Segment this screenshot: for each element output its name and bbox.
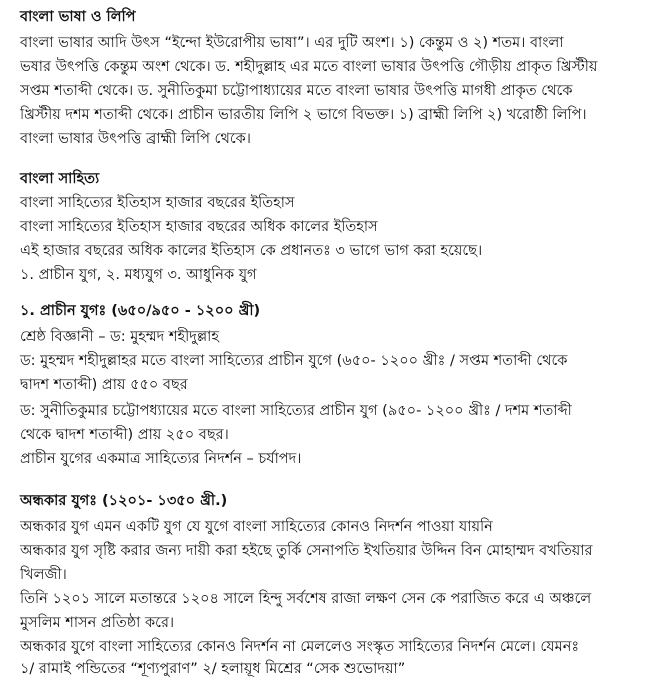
paragraph-line: এই হাজার বছরের অধিক কালের ইতিহাস কে প্রধানতঃ ৩ ভাগে ভাগ করা হয়েছে।: [20, 243, 483, 259]
section-heading-bangla-literature: বাংলা সাহিত্য: [20, 171, 100, 187]
section-heading-dark-age: অন্ধকার যুগঃ (১২০১- ১৩৫০ খ্রী.): [20, 493, 228, 509]
paragraph-line: বাংলা সাহিত্যের ইতিহাস হাজার বছরের ইতিহাস: [20, 195, 295, 211]
paragraph-line: ড: মুহম্মদ শহীদুল্লাহর মতে বাংলা সাহিত্যের প্রাচীন যুগে (৬৫০- ১২০০ খ্রীঃ / সপ্তম শতাব্দী থেকে: [20, 353, 568, 369]
section-heading-ancient-era: ১. প্রাচীন যুগঃ (৬৫০/৯৫০ - ১২০০ খ্রী): [20, 303, 261, 319]
paragraph-line: তিনি ১২০১ সালে মতান্তরে ১২০৪ সালে হিন্দু সর্বশেষ রাজা লক্ষণ সেন কে পরাজিত করে এ অঞ্চলে: [20, 591, 592, 607]
paragraph-line: বাংলা সাহিত্যের ইতিহাস হাজার বছরের অধিক কালের ইতিহাস: [20, 219, 378, 235]
paragraph-line: প্রাচীন যুগের একমাত্র সাহিত্যের নিদর্শন – চর্যাপদ।: [20, 451, 302, 467]
paragraph-line: শ্রেষ্ঠ বিজ্ঞানী – ড: মুহম্মদ শহীদুল্লাহ: [20, 329, 219, 345]
paragraph-line: অন্ধকার যুগে বাংলা সাহিত্যের কোনও নিদর্শন না মেললেও সংস্কৃত সাহিত্যের নিদর্শন মেলে। যেমনঃ: [20, 639, 580, 655]
paragraph-line: ভষার উৎপত্তি কেন্তুম অংশ থেকে। ড. শহীদুল্লাহ এর মতে বাংলা ভাষার উৎপত্তি গৌড়ীয় প্রাকৃত খ্রিস্টীয়: [20, 59, 598, 75]
paragraph-line: ড: সুনীতিকুমার চট্টোপধ্যায়ের মতে বাংলা সাহিত্যের প্রাচীন যুগ (৯৫০- ১২০০ খ্রীঃ / দশম শতাব্দী: [20, 403, 572, 419]
paragraph-line: মুসলিম শাসন প্রতিষ্ঠা করে।: [20, 615, 175, 631]
paragraph-line: অন্ধকার যুগ এমন একটি যুগ যে যুগে বাংলা সাহিত্যের কোনও নিদর্শন পাওয়া যায়নি: [20, 519, 493, 535]
paragraph-line: খিলজী।: [20, 567, 67, 583]
section-heading-bangla-language-script: বাংলা ভাষা ও লিপি: [20, 9, 136, 25]
paragraph-line: ১/ রামাই পন্ডিতের “শূণ্যপুরাণ” ২/ হলায়ূধ মিশ্রের “সেক শুভোদয়া”: [20, 661, 406, 677]
paragraph-line: থেকে দ্বাদশ শতাব্দী) প্রায় ২৫০ বছর।: [20, 427, 229, 443]
paragraph-line: অন্ধকার যুগ সৃষ্টি করার জন্য দায়ী করা হইছে তুর্কি সেনাপতি ইখতিয়ার উদ্দিন বিন মোহাম্মদ বখতিয়ার: [20, 543, 593, 559]
paragraph-line: দ্বাদশ শতাব্দী) প্রায় ৫৫০ বছর: [20, 377, 188, 393]
paragraph-line: ১. প্রাচীন যুগ, ২. মধ্যযুগ ৩. আধুনিক যুগ: [20, 267, 257, 283]
paragraph-line: সপ্তম শতাব্দী থেকে। ড. সুনীতিকুমা চট্টোপাধ্যায়ের মতে বাংলা ভাষার উৎপত্তি মাগধী প্রাকৃত থেকে: [20, 83, 573, 99]
paragraph-line: খ্রিস্টীয় দশম শতাব্দী থেকে। প্রাচীন ভারতীয় লিপি ২ ভাগে বিভক্ত। ১) ব্রাহ্মী লিপি ২) খরোষ্ঠী লিপি।: [20, 107, 587, 123]
paragraph-line: বাংলা ভাষার উৎপত্তি ব্রাহ্মী লিপি থেকে।: [20, 131, 251, 147]
paragraph-line: বাংলা ভাষার আদি উৎস “ইন্দো ইউরোপীয় ভাষা”। এর দুটি অংশ। ১) কেন্তুম ও ২) শতম। বাংলা: [20, 35, 564, 51]
